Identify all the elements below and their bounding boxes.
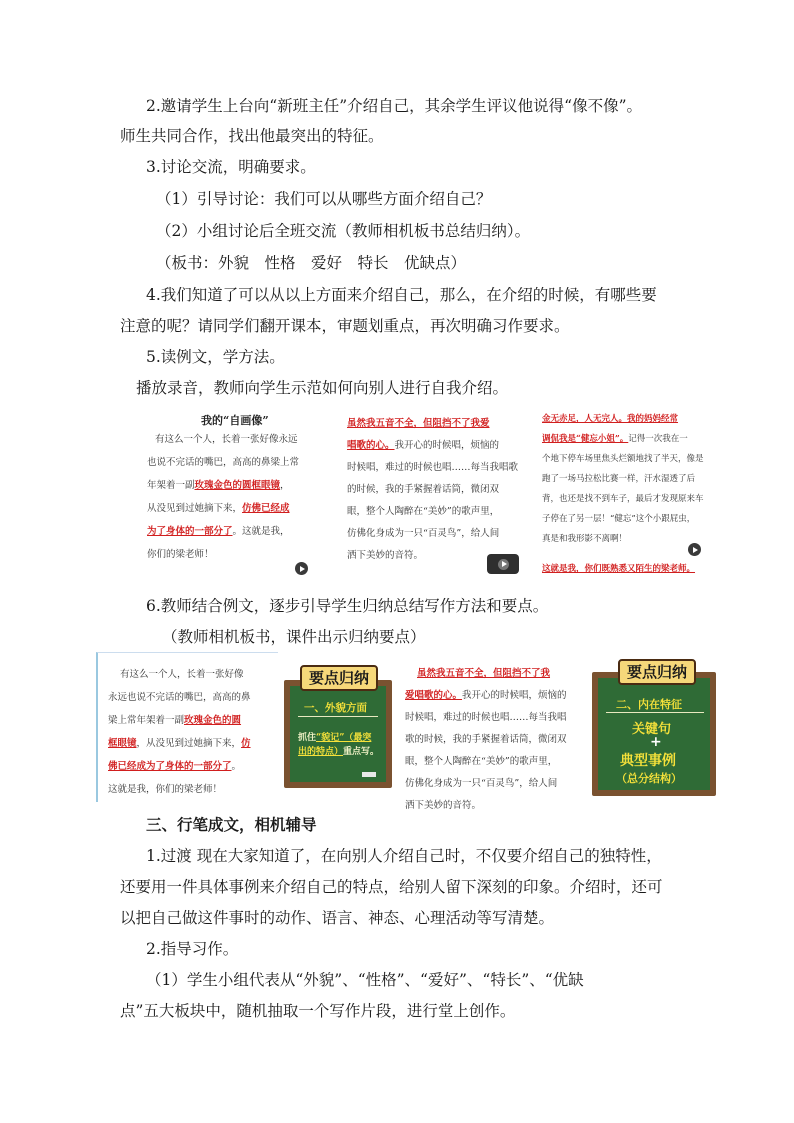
play-icon[interactable]	[295, 562, 308, 575]
slide-line: 从没见到过她摘下来，仿佛已经成	[147, 503, 290, 514]
slide-line: 跑了一场马拉松比赛一样，汗水湿透了后	[542, 474, 696, 484]
slide-title: 我的“自画像”	[201, 414, 269, 427]
slide-line: 洒下美妙的音符。	[405, 800, 482, 811]
slide-line: 金无赤足，人无完人。我的妈妈经常	[542, 414, 679, 424]
chalkboard-inner-traits	[592, 672, 716, 796]
slide-line: 有这么一个人，长着一张好像	[120, 669, 244, 680]
slide-singing-example	[405, 666, 585, 811]
board-structure: （总分结构）	[616, 772, 682, 785]
slide-line: 个地下停车场里焦头烂额地找了半天，像是	[542, 454, 704, 464]
slide-line: 框眼镜，从没见到过她摘下来，仿	[108, 738, 251, 749]
chalkboard-appearance	[284, 680, 392, 788]
board-heading: 二、内在特征	[616, 698, 682, 711]
slide-line: 子停在了另一层！“健忘”这个小跟屁虫，	[542, 514, 696, 524]
slide-line: 时候唱，难过的时候也唱……每当我唱	[405, 712, 567, 723]
slide-line: 年架着一副玫瑰金色的圆框眼镜，	[147, 480, 290, 491]
board-key-sentence: 关键句	[632, 722, 672, 737]
slide-line: 真是和我形影不离啊！	[542, 534, 628, 544]
paragraph-guide-discussion: （1）引导讨论：我们可以从哪些方面介绍自己？	[156, 190, 492, 208]
slide-line: 的时候，我的手紧握着话筒，微闭双	[347, 484, 500, 495]
slide-line: 背，也还是找不到车子，最后才发现原来车	[542, 494, 704, 504]
paragraph-group-rep-a: （1）学生小组代表从“外貌”、“性格”、“爱好”、“特长”、“优缺	[146, 971, 584, 989]
paragraph-invite-student-b: 师生共同合作，找出他最突出的特征。	[120, 127, 384, 145]
paragraph-teacher-guide: 6.教师结合例文，逐步引导学生归纳总结写作方法和要点。	[146, 597, 549, 615]
section-heading: 三、行笔成文，相机辅导	[146, 815, 317, 834]
paragraph-group-discussion: （2）小组讨论后全班交流（教师相机板书总结归纳）。	[156, 222, 531, 240]
slide-line: 调侃我是“健忘小姐”。记得一次我在一	[542, 434, 688, 444]
paragraph-group-rep-b: 点”五大板块中，随机抽取一个写作片段，进行堂上创作。	[120, 1002, 516, 1020]
paragraph-transition-b: 还要用一件具体事例来介绍自己的特点，给别人留下深刻的印象。介绍时，还可	[120, 878, 663, 896]
audio-play-icon[interactable]	[487, 554, 519, 574]
slide-line: 虽然我五音不全，但阻挡不了我	[417, 668, 551, 679]
key-points-tag: 要点归纳	[618, 659, 696, 685]
paragraph-attention-b: 注意的呢？请同学们翻开课本，审题划重点，再次明确习作要求。	[120, 317, 570, 335]
board-heading: 一、外貌方面	[304, 702, 367, 714]
paragraph-blackboard: （板书：外貌 性格 爱好 特长 优缺点）	[156, 254, 467, 272]
slide-appearance-example	[96, 652, 278, 802]
slide-line: 为了身体的一部分了。这就是我，	[147, 526, 290, 537]
chalk-divider	[606, 712, 704, 713]
slide-line: 虽然我五音不全，但阻挡不了我爱	[347, 418, 490, 429]
slide-line: 歌的时候，我的手紧握着话筒，微闭双	[405, 734, 567, 745]
slide-line: 唱歌的心。我开心的时候唱，烦恼的	[347, 440, 500, 451]
paragraph-invite-student-a: 2.邀请学生上台向“新班主任”介绍自己，其余学生评议他说得“像不像”。	[146, 97, 642, 115]
slide-line: 有这么一个人，长着一张好像永远	[155, 434, 298, 445]
slide-line: 也说不完话的嘴巴，高高的鼻梁上常	[147, 457, 300, 468]
eraser-icon	[362, 772, 376, 777]
slide-forgetful	[534, 406, 720, 580]
slide-line: 这就是我，你们的梁老师！	[108, 784, 223, 795]
paragraph-guide-writing: 2.指导习作。	[146, 940, 239, 958]
board-body: 抓住“貌记”（最突	[298, 733, 372, 743]
slide-line: 时候唱，难过的时候也唱……每当我唱歌	[347, 462, 519, 473]
chalk-divider	[298, 716, 378, 717]
play-icon[interactable]	[688, 543, 701, 556]
key-points-tag: 要点归纳	[300, 665, 378, 691]
paragraph-discuss: 3.讨论交流，明确要求。	[146, 158, 316, 176]
paragraph-teacher-board: （教师相机板书，课件出示归纳要点）	[162, 628, 426, 646]
slide-line: 洒下美妙的音符。	[347, 550, 424, 561]
slide-self-portrait	[139, 406, 332, 576]
slide-line: 你们的梁老师！	[147, 549, 214, 560]
slide-line: 这就是我，你们既熟悉又陌生的梁老师。	[542, 564, 696, 574]
paragraph-attention-a: 4.我们知道了可以从以上方面来介绍自己，那么，在介绍的时候，有哪些要	[146, 286, 657, 304]
slide-line: 眼，整个人陶醉在“美妙”的歌声里，	[405, 756, 558, 767]
paragraph-transition-c: 以把自己做这件事时的动作、语言、神态、心理活动等写清楚。	[120, 909, 555, 927]
board-body: 出的特点）重点写。	[298, 747, 380, 757]
board-typical-example: 典型事例	[620, 753, 676, 769]
slide-line: 眼，整个人陶醉在“美妙”的歌声里，	[347, 506, 500, 517]
board-plus: +	[650, 734, 662, 750]
slide-line: 佛已经成为了身体的一部分了。	[108, 761, 242, 772]
slide-line: 梁上常年架着一副玫瑰金色的圆	[108, 715, 242, 726]
paragraph-read-example: 5.读例文，学方法。	[146, 348, 285, 366]
slide-line: 仿佛化身成为一只“百灵鸟”，给人间	[405, 778, 558, 789]
slide-line: 爱唱歌的心。我开心的时候唱，烦恼的	[405, 690, 567, 701]
paragraph-play-recording: 播放录音，教师向学生示范如何向别人进行自我介绍。	[136, 379, 509, 397]
slide-line: 永远也说不完话的嘴巴，高高的鼻	[108, 692, 251, 703]
paragraph-transition-a: 1.过渡 现在大家知道了，在向别人介绍自己时，不仅要介绍自己的独特性，	[146, 847, 662, 865]
slide-line: 仿佛化身成为一只“百灵鸟”，给人间	[347, 528, 500, 539]
slide-singing	[339, 406, 524, 576]
